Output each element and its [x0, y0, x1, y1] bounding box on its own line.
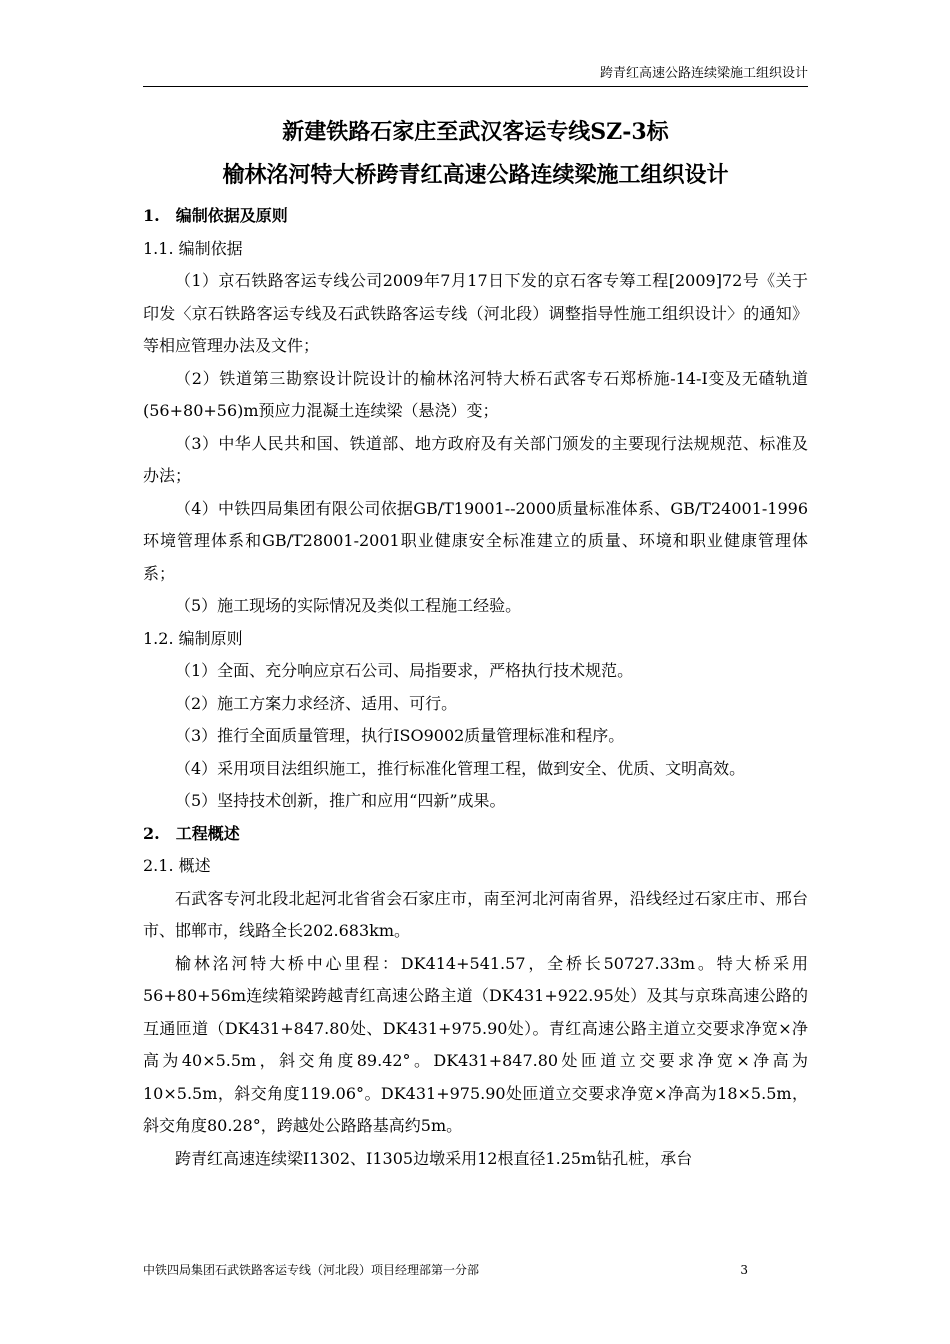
section-heading: 2. 工程概述	[143, 823, 240, 843]
subsection-heading: 1.2. 编制原则	[143, 628, 243, 648]
document-body	[143, 200, 808, 1175]
document-title-line-2: 榆林洺河特大桥跨青红高速公路连续梁施工组织设计	[222, 162, 729, 188]
page-header: 跨青红高速公路连续梁施工组织设计	[143, 66, 808, 87]
list-item: （5）坚持技术创新，推广和应用“四新”成果。	[175, 791, 506, 810]
subsection-heading: 1.1. 编制依据	[143, 238, 243, 258]
section-heading: 1. 编制依据及原则	[143, 206, 288, 225]
list-item: （4）中铁四局集团有限公司依据GB/T19001--2000质量标准体系、GB/T24001-1996环境管理体系和GB/T28001-2001职业健康安全标准建立的质量、环境和职业健康管理体系；	[143, 498, 808, 583]
page-number: 3	[740, 1263, 748, 1277]
list-item: （1）京石铁路客运专线公司2009年7月17日下发的京石客专筹工程[2009]72号《关于印发〈京石铁路客运专线及石武铁路客运专线（河北段）调整指导性施工组织设计〉的通知》等相应管理办法及文件；	[143, 271, 808, 355]
list-item: （4）采用项目法组织施工，推行标准化管理工程，做到安全、优质、文明高效。	[175, 758, 746, 778]
list-item: （3）中华人民共和国、铁道部、地方政府及有关部门颁发的主要现行法规规范、标准及办法；	[143, 433, 808, 485]
list-item: （2）铁道第三勘察设计院设计的榆林洺河特大桥石武客专石郑桥施-14-I变及无碴轨道(56+80+56)m预应力混凝土连续梁（悬浇）变；	[143, 368, 808, 420]
page-footer	[143, 1262, 748, 1278]
subsection-heading: 2.1. 概述	[143, 856, 211, 875]
paragraph: 跨青红高速连续梁I1302、I1305边墩采用12根直径1.25m钻孔桩，承台	[175, 1148, 693, 1168]
list-item: （1）全面、充分响应京石公司、局指要求，严格执行技术规范。	[175, 661, 634, 680]
list-item: （2）施工方案力求经济、适用、可行。	[175, 693, 458, 713]
list-item: （5）施工现场的实际情况及类似工程施工经验。	[175, 596, 522, 615]
list-item: （3）推行全面质量管理，执行ISO9002质量管理标准和程序。	[175, 726, 625, 745]
paragraph: 石武客专河北段北起河北省省会石家庄市，南至河北河南省界，沿线经过石家庄市、邢台市、邯郸市，线路全长202.683km。	[143, 888, 808, 940]
paragraph: 榆林洺河特大桥中心里程：DK414+541.57，全桥长50727.33m。特大桥采用56+80+56m连续箱梁跨越青红高速公路主道（DK431+922.95处）及其与京珠高速公路的互通匝道（DK431+847.80处、DK431+975.90处）。青红高速公路主道立交要求净宽×净高为40×5.5m，斜交角度89.42°。DK431+847.80处匝道立交要求净宽×净高为10×5.5m，斜交角度119.06°。DK431+975.90处匝道立交要求净宽×净高为18×5.5m，斜交角度80.28°，跨越处公路路基高约5m。	[143, 953, 808, 1135]
footer-text: 中铁四局集团石武铁路客运专线（河北段）项目经理部第一分部	[143, 1263, 480, 1277]
document-title-line-1: 新建铁路石家庄至武汉客运专线SZ-3标	[282, 119, 669, 145]
